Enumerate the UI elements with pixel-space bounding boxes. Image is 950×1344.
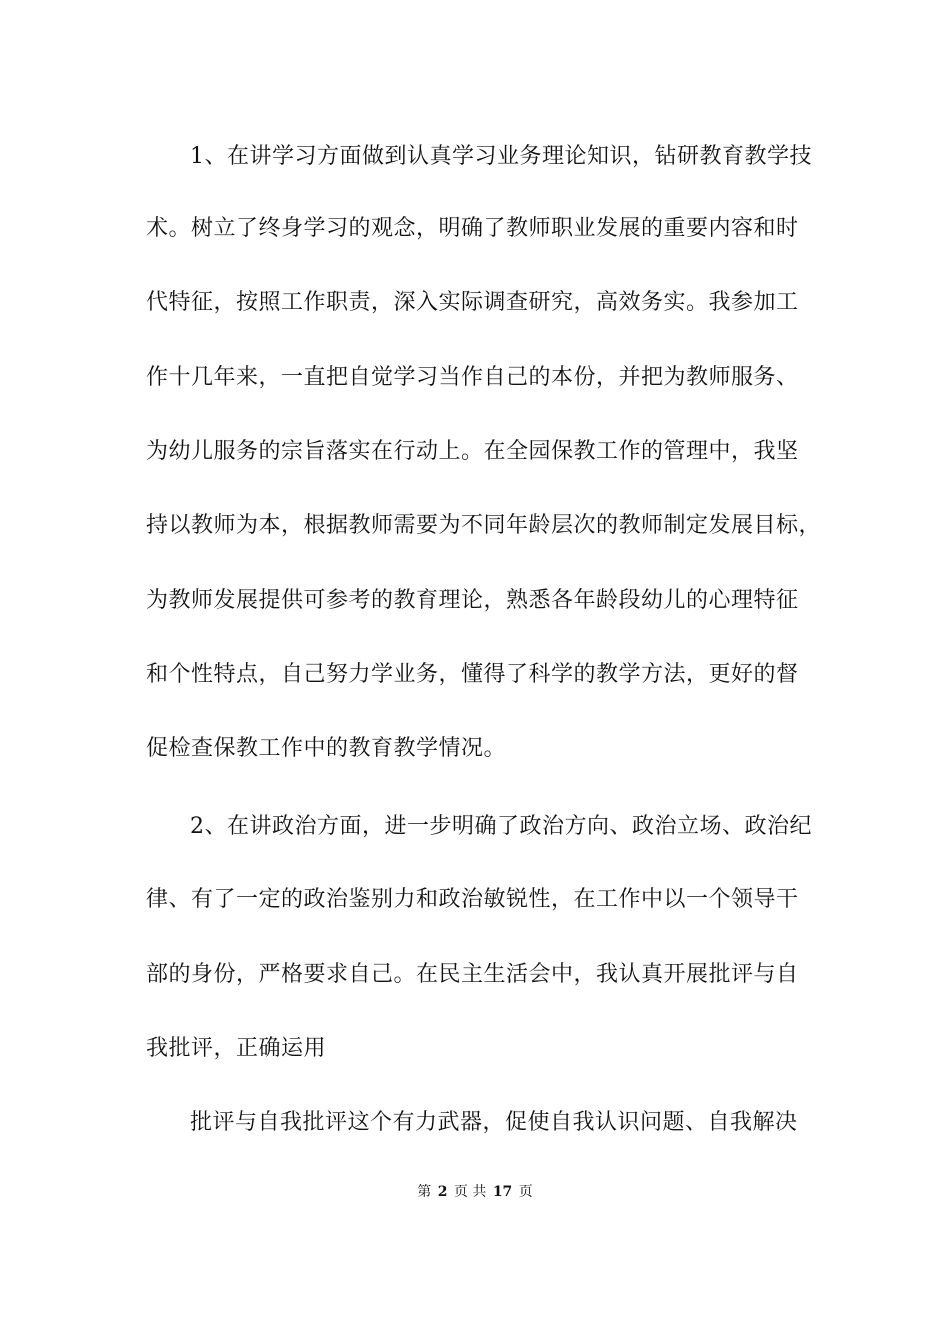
paragraph-1-line-1: 1、在讲学习方面做到认真学习业务理论知识，钻研教育教学技 (190, 144, 812, 169)
paragraph-1-line-8: 和个性特点，自己努力学业务，懂得了科学的教学方法，更好的督 (146, 662, 799, 687)
paragraph-1-line-5: 为幼儿服务的宗旨落实在行动上。在全园保教工作的管理中，我坚 (146, 439, 799, 464)
paragraph-3-line-1: 批评与自我批评这个有力武器，促使自我认识问题、自我解决 (190, 1110, 798, 1135)
paragraph-2-line-4: 我批评，正确运用 (146, 1036, 327, 1061)
footer-total-pages: 17 (492, 1184, 513, 1200)
footer-current-page: 2 (437, 1184, 448, 1200)
paragraph-2-line-3: 部的身份，严格要求自己。在民主生活会中，我认真开展批评与自 (146, 962, 799, 987)
footer-prefix: 第 (417, 1184, 432, 1200)
paragraph-1-line-4: 作十几年来，一直把自觉学习当作自己的本份，并把为教师服务、 (146, 365, 799, 390)
paragraph-1-line-3: 代特征，按照工作职责，深入实际调查研究，高效务实。我参加工 (146, 290, 799, 315)
paragraph-1-line-7: 为教师发展提供可参考的教育理论，熟悉各年龄段幼儿的心理特征 (146, 588, 799, 613)
page-footer (0, 1182, 950, 1202)
paragraph-1-line-9: 促检查保教工作中的教育教学情况。 (146, 736, 507, 761)
footer-middle: 页 共 (453, 1184, 487, 1200)
footer-suffix: 页 (518, 1184, 533, 1200)
paragraph-2-line-2: 律、有了一定的政治鉴别力和政治敏锐性，在工作中以一个领导干 (146, 887, 799, 912)
paragraph-1-line-6: 持以教师为本，根据教师需要为不同年龄层次的教师制定发展目标， (146, 513, 822, 538)
paragraph-2-line-1: 2、在讲政治方面，进一步明确了政治方向、政治立场、政治纪 (190, 814, 812, 839)
paragraph-1-line-2: 术。树立了终身学习的观念，明确了教师职业发展的重要内容和时 (146, 216, 799, 241)
